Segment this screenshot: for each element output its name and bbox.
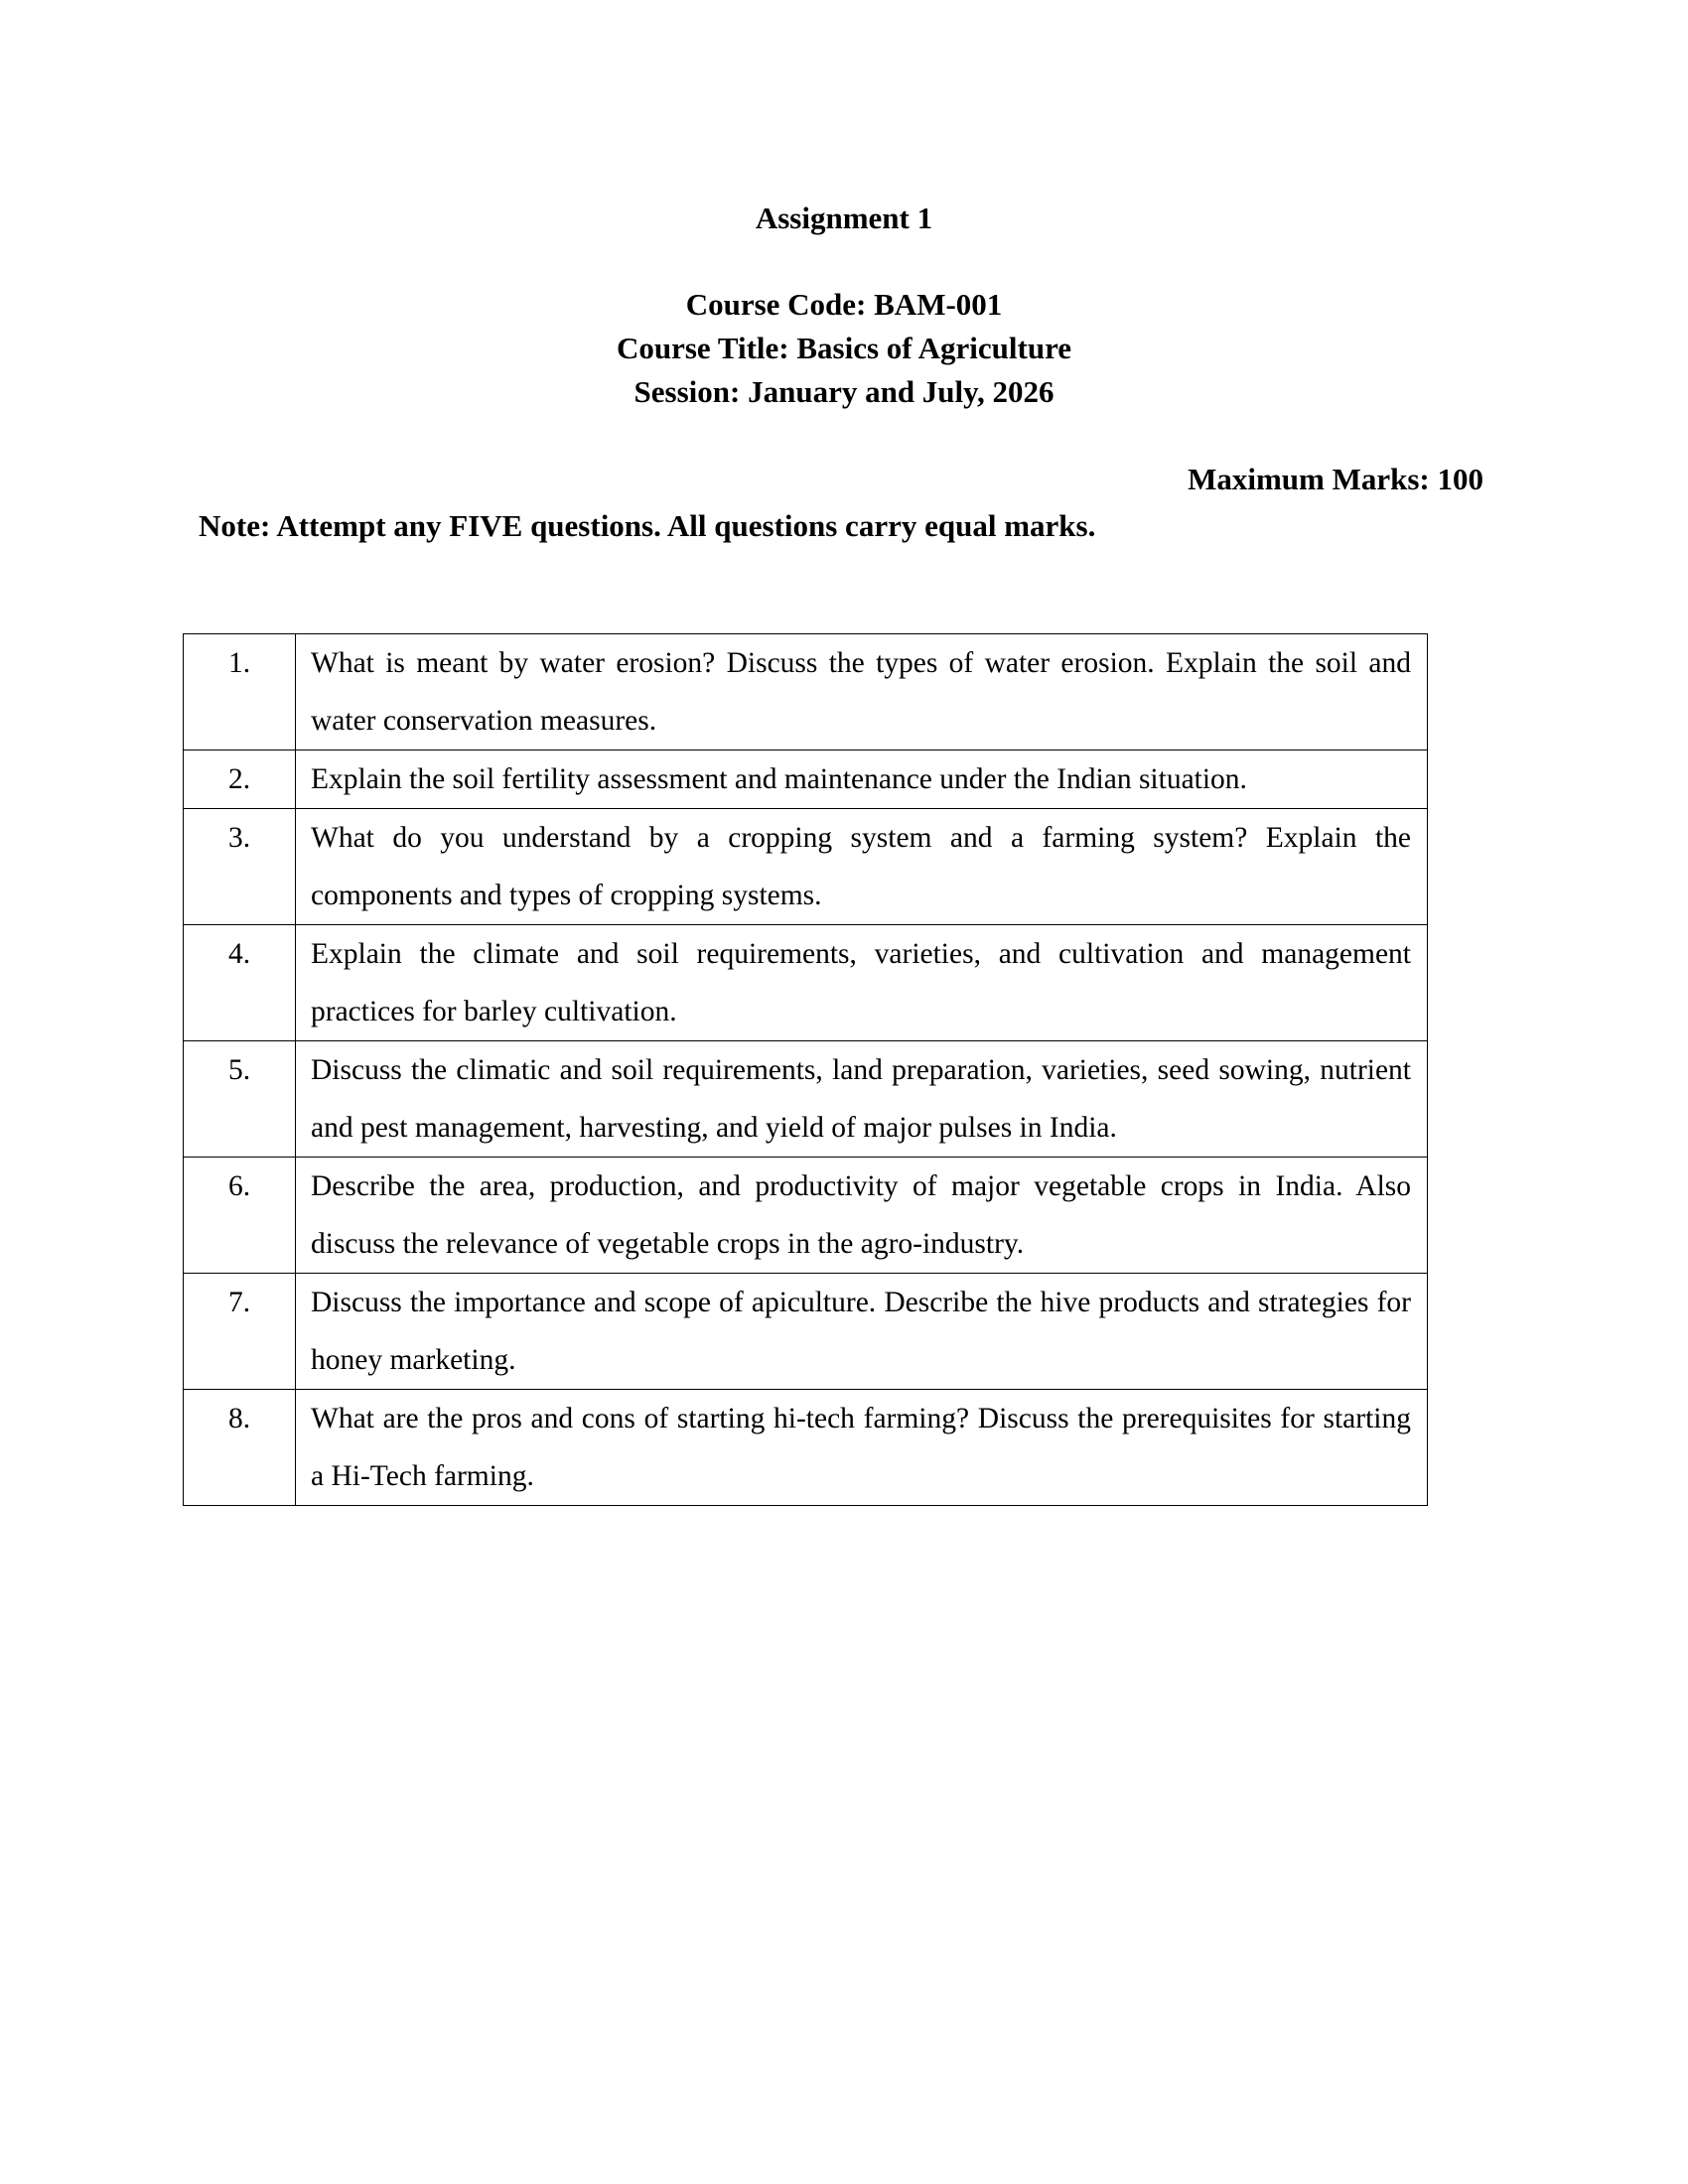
question-text: What is meant by water erosion? Discuss the types of water erosion. Explain the soil and water conservation measures. [296, 634, 1428, 751]
table-row [184, 1041, 1428, 1158]
question-number: 1. [184, 634, 296, 751]
question-number: 8. [184, 1390, 296, 1506]
table-row [184, 1158, 1428, 1274]
question-text: Describe the area, production, and productivity of major vegetable crops in India. Also discuss the relevance of vegetable crops in the agro-industry. [296, 1158, 1428, 1274]
question-number: 6. [184, 1158, 296, 1274]
question-number: 7. [184, 1274, 296, 1390]
question-text: What do you understand by a cropping system and a farming system? Explain the components and types of cropping systems. [296, 809, 1428, 925]
maximum-marks: Maximum Marks: 100 [1188, 462, 1483, 496]
question-number: 5. [184, 1041, 296, 1158]
questions-table [183, 633, 1428, 1506]
question-text: Explain the soil fertility assessment and maintenance under the Indian situation. [296, 751, 1428, 809]
instructions-note: Note: Attempt any FIVE questions. All questions carry equal marks. [199, 508, 1096, 543]
question-text: Discuss the importance and scope of apiculture. Describe the hive products and strategies for honey marketing. [296, 1274, 1428, 1390]
question-number: 2. [184, 751, 296, 809]
table-row [184, 1274, 1428, 1390]
table-row [184, 751, 1428, 809]
table-row [184, 634, 1428, 751]
question-number: 4. [184, 925, 296, 1041]
session: Session: January and July, 2026 [633, 374, 1055, 409]
table-row [184, 925, 1428, 1041]
question-text: Discuss the climatic and soil requirements, land preparation, varieties, seed sowing, nutrient and pest management, harvesting, and yield of major pulses in India. [296, 1041, 1428, 1158]
table-row [184, 1390, 1428, 1506]
question-number: 3. [184, 809, 296, 925]
table-row [184, 809, 1428, 925]
course-title: Course Title: Basics of Agriculture [616, 331, 1072, 365]
question-text: Explain the climate and soil requirements, varieties, and cultivation and management practices for barley cultivation. [296, 925, 1428, 1041]
course-code: Course Code: BAM-001 [685, 287, 1003, 322]
assignment-title: Assignment 1 [755, 201, 933, 235]
question-text: What are the pros and cons of starting hi-tech farming? Discuss the prerequisites for starting a Hi-Tech farming. [296, 1390, 1428, 1506]
